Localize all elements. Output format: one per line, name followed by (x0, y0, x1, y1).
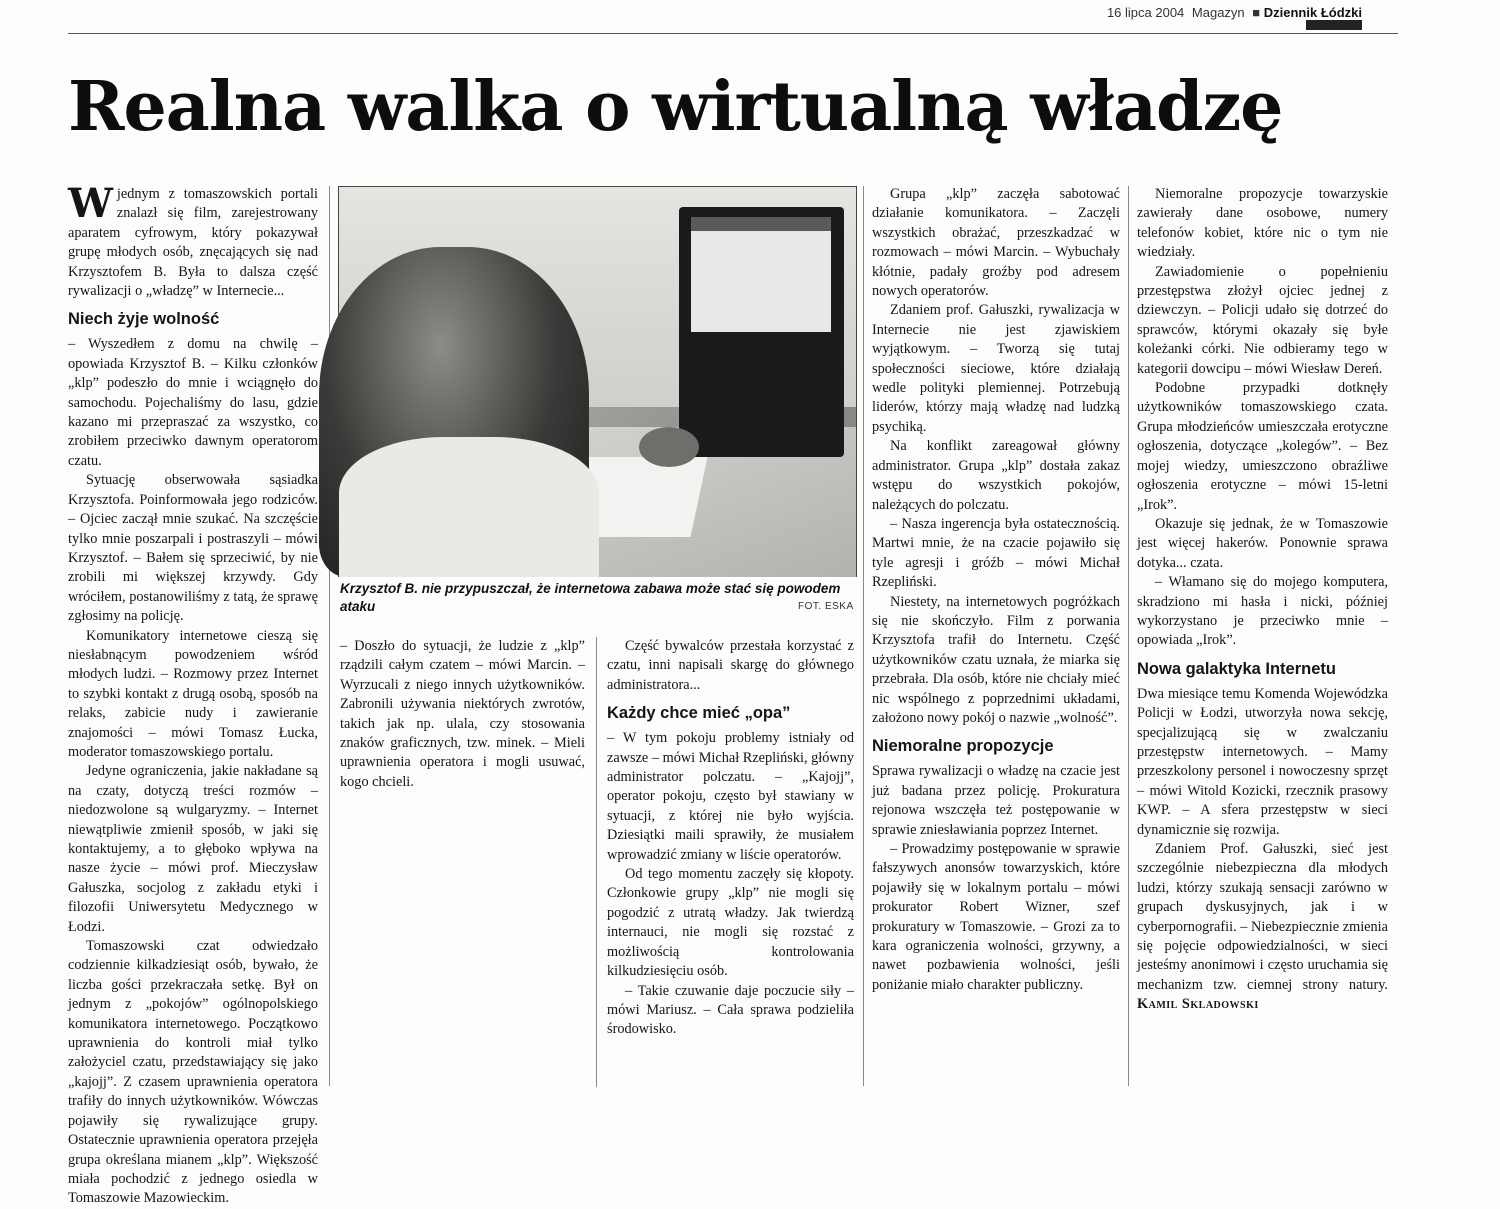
subheading-niech-zyje-wolnosc: Niech żyje wolność (68, 310, 220, 329)
headline: Realna walka o wirtualną władzę (68, 67, 1283, 147)
article-photo (338, 186, 857, 577)
masthead-bar (1306, 20, 1362, 30)
paragraph: – Doszło do sytuacji, że ludzie z „klp” rządzili całym czatem – mówi Marcin. – Wyrzucali z niego innych użytkowników. Zabronili używania niektórych zwrotów, takich jak np. ulala, czy stosowania znaków graficznych, tzw. minek. – Mieli uprawnienia operatora i mogli usuwać, kogo chcieli. (340, 638, 585, 790)
column-4 (872, 185, 1120, 1091)
subheading-nowa-galaktyka-internetu: Nowa galaktyka Internetu (1137, 659, 1336, 678)
column-2 (340, 637, 585, 1092)
photo-caption: Krzysztof B. nie przypuszczał, że internetowa zabawa może stać się powodem ataku (340, 581, 841, 614)
paragraph: – Prowadzimy postępowanie w sprawie fałszywych anonsów towarzyskich, które pojawiły się w lokalnym portalu – mówi prokurator Robert Wizner, szef prokuratury w Tomaszowie. – Grozi za to kara ograniczenia wolności, grzywny, a nawet pozbawienia wolności, jeśli poniżanie miało charakter publiczny. (872, 841, 1120, 993)
paragraph: Zawiadomienie o popełnieniu przestępstwa złożył ojciec jednej z dziewczyn. – Policji udało się dotrzeć do sprawców, którymi okazały się byłe koleżanki córki. Nie odbieramy tego w kategorii dowcipu – mówi Wiesław Dereń. (1137, 263, 1388, 377)
top-rule (68, 33, 1398, 34)
column-divider (863, 186, 864, 1086)
column-divider (1128, 186, 1129, 1086)
paragraph: Na konflikt zareagował główny administrator. Grupa „klp” dostała zakaz wstępu do wszystkich pokojów, należących do polczatu. (872, 438, 1120, 513)
lead-paragraph (68, 180, 318, 301)
paragraph: Zdaniem prof. Gałuszki, rywalizacja w Internecie nie jest zjawiskiem wyjątkowym. – Tworzą się tutaj społeczności sieciowe, które działają wedle polityki plemiennej. Potrzebują liderów, którzy mają władzę nad ludzką psychiką. (872, 302, 1120, 435)
masthead-separator: ■ (1252, 5, 1261, 20)
paragraph: Grupa „klp” zaczęła sabotować działanie komunikatora. – Zaczęli wszystkich obrażać, przeszkadzać w rozmowach – mówi Marcin. – Wybuchały kłótnie, padały groźby pod adresem nowych operatorów. (872, 186, 1120, 300)
paragraph: Komunikatory internetowe cieszą się niesłabnącym powodzeniem wśród młodych ludzi. – Rozmowy przez Internet to szybki kontakt z drugą osobą, sposób na relaks, zabicie nudy i zawieranie znajomości – mówi Tomasz Łucka, moderator tomaszowskiego portalu. (68, 627, 318, 760)
paragraph: – Takie czuwanie daje poczucie siły – mówi Mariusz. – Cała sprawa podzieliła środowisko. (607, 982, 854, 1038)
paragraph: – Wyszedłem z domu na chwilę – opowiada Krzysztof B. – Kilku członków „klp” podeszło do mnie i wciągnęło do samochodu. Pojechaliśmy do lasu, gdzie kazano mi przepraszać za wszystko, co zrobiłem przeciwko dawnym operatorom czatu. (68, 336, 318, 469)
column-divider (596, 637, 597, 1087)
photo-hand (639, 427, 699, 467)
masthead-paper-name: Dziennik Łódzki (1263, 5, 1362, 20)
paragraph: Podobne przypadki dotknęły użytkowników tomaszowskiego czata. Grupa młodzieńców umieszczała erotyczne ogłoszenia, dotyczące „kolegów”. – Bez mojej wiedzy, umieszczono obraźliwe ogłoszenia erotyczne – mówi 15-letni „Irok”. (1137, 380, 1388, 513)
issue-date: 16 lipca 2004 (1106, 5, 1185, 20)
lead-text: jednym z tomaszowskich portali znalazł się film, zarejestrowany aparatem cyfrowym, który pokazywał grupę młodych osób, znęcających się nad Krzysztofem B. Była to dalsza część rywalizacji o „władzę” w Internecie... (68, 186, 318, 300)
author-byline: Kamil Skladowski (1137, 996, 1259, 1013)
paragraph: Sytuację obserwowała sąsiadka Krzysztofa. Poinformowała jego rodziców. – Ojciec zaczął mnie szukać. Na szczęście tylko mnie poszarpali i postraszyli – mówi Krzysztof. – Bałem się sprzeciwić, by nie zrobili mi większej krzywdy. Gdy wróciłem, postanowiliśmy z tatą, że sprawę zgłosimy na policję. (68, 472, 318, 625)
paragraph-text: Zdaniem Prof. Gałuszki, sieć jest szczególnie niebezpieczna dla młodych ludzi, którzy szukają sensacji zarówno w grupach dyskusyjnych, jak i w cyberpornografii. – Niebezpiecznie zmienia się pojęcie odpowiedzialności, w sieci jesteśmy anonimowi i często uruchamia się mechanizm tzw. ciemnej strony natury. (1137, 841, 1388, 993)
paragraph (1137, 840, 1388, 1015)
paragraph: Tomaszowski czat odwiedzało codziennie kilkadziesiąt osób, bywało, że liczba gości przekraczała setkę. Był on jednym z „pokojów” ogólnopolskiego komunikatora internetowego. Początkowo uprawnienia do kontroli miał tylko założyciel czatu, przedstawiający się jako „kajojj”. Z czasem uprawnienia operatora trafiły do innych użytkowników. Wówczas pojawiły się rywalizujące grupy. Ostatecznie uprawnienia operatora przejęła grupa określana mianem „klp”. Większość miała pochodzić z jednego osiedla w Tomaszowie Mazowieckim. (68, 938, 318, 1207)
masthead (1107, 5, 1362, 20)
column-divider (329, 186, 330, 1086)
paragraph: Sprawa rywalizacji o władzę na czacie jest już badana przez policję. Prokuratura rejonowa wszczęła też postępowanie w sprawie zniesławiania poprzez Internet. (872, 763, 1120, 838)
paragraph: Część bywalców przestała korzystać z czatu, inni napisali skargę do głównego administratora... (607, 638, 854, 693)
column-1 (68, 180, 318, 1207)
paragraph: – Włamano się do mojego komputera, skradziono mi hasła i nicki, później wykorzystano je przeciwko mnie – opowiada „Irok”. (1137, 574, 1388, 649)
photo-credit: FOT. ESKA (798, 601, 854, 612)
photo-shirt (339, 437, 599, 577)
photo-screen-bar (691, 217, 831, 231)
subheading-kazdy-chce-miec-opa: Każdy chce mieć „opa” (607, 704, 791, 723)
paragraph: Od tego momentu zaczęły się kłopoty. Członkowie grupy „klp” nie mogli się pogodzić z utratą władzy. Jak twierdzą internauci, nie mogli się rozstać z możliwością kontrolowania kilkudziesięciu osób. (607, 866, 854, 980)
drop-cap: W (68, 180, 113, 227)
paragraph: Niestety, na internetowych pogróżkach się nie skończyło. Film z porwania Krzysztofa trafił do Internetu. Część użytkowników czatu uznała, że miarka się przebrała. Dla osób, które nie chciały mieć nic wspólnego z poprzednimi układami, założono nowy pokój o nazwie „wolność”. (872, 593, 1120, 726)
paragraph: Dwa miesiące temu Komenda Wojewódzka Policji w Łodzi, utworzyła nowa sekcję, specjalizującą się w zwalczaniu przestępstw internetowych. – Mamy przeszkolony personel i nowoczesny sprzęt – mówi Witold Kozicki, rzecznik prasowy KWP. – A sfera przestępstw w sieci dynamicznie się rozwija. (1137, 685, 1388, 838)
paragraph: Jedyne ograniczenia, jakie nakładane są na czaty, dotyczą treści rozmów – niedozwolone są wulgaryzmy. – Internet niewątpliwie zmienił sposób, w jaki się kontaktujemy, a to głęboko wpływa na nasze życie – mówi prof. Mieczysław Gałuszka, socjolog z zakładu etyki i filozofii Uniwersytetu Medycznego w Łodzi. (68, 763, 318, 935)
photo-screen (691, 217, 831, 332)
paragraph: – W tym pokoju problemy istniały od zawsze – mówi Michał Rzepliński, główny administrator polczatu. – „Kajojj”, operator pokoju, często był stawiany w sytuacji, z której nie było wyjścia. Dziesiątki maili sprawiły, że musiałem wprowadzić zmiany w liście operatorów. (607, 730, 854, 863)
masthead-section: Magazyn (1191, 5, 1245, 20)
column-3 (607, 637, 854, 1092)
paragraph: – Nasza ingerencja była ostatecznością. Martwi mnie, że na czacie pojawiło się tyle agresji i gróźb – mówi Michał Rzepliński. (872, 515, 1120, 591)
paragraph: Niemoralne propozycje towarzyskie zawierały dane osobowe, numery telefonów kobiet, które nic o tym nie wiedziały. (1137, 186, 1388, 261)
column-5 (1137, 185, 1388, 1091)
subheading-niemoralne-propozycje: Niemoralne propozycje (872, 737, 1054, 756)
paragraph: Okazuje się jednak, że w Tomaszowie jest więcej hakerów. Ponownie sprawa dotyka... czata. (1137, 515, 1388, 571)
